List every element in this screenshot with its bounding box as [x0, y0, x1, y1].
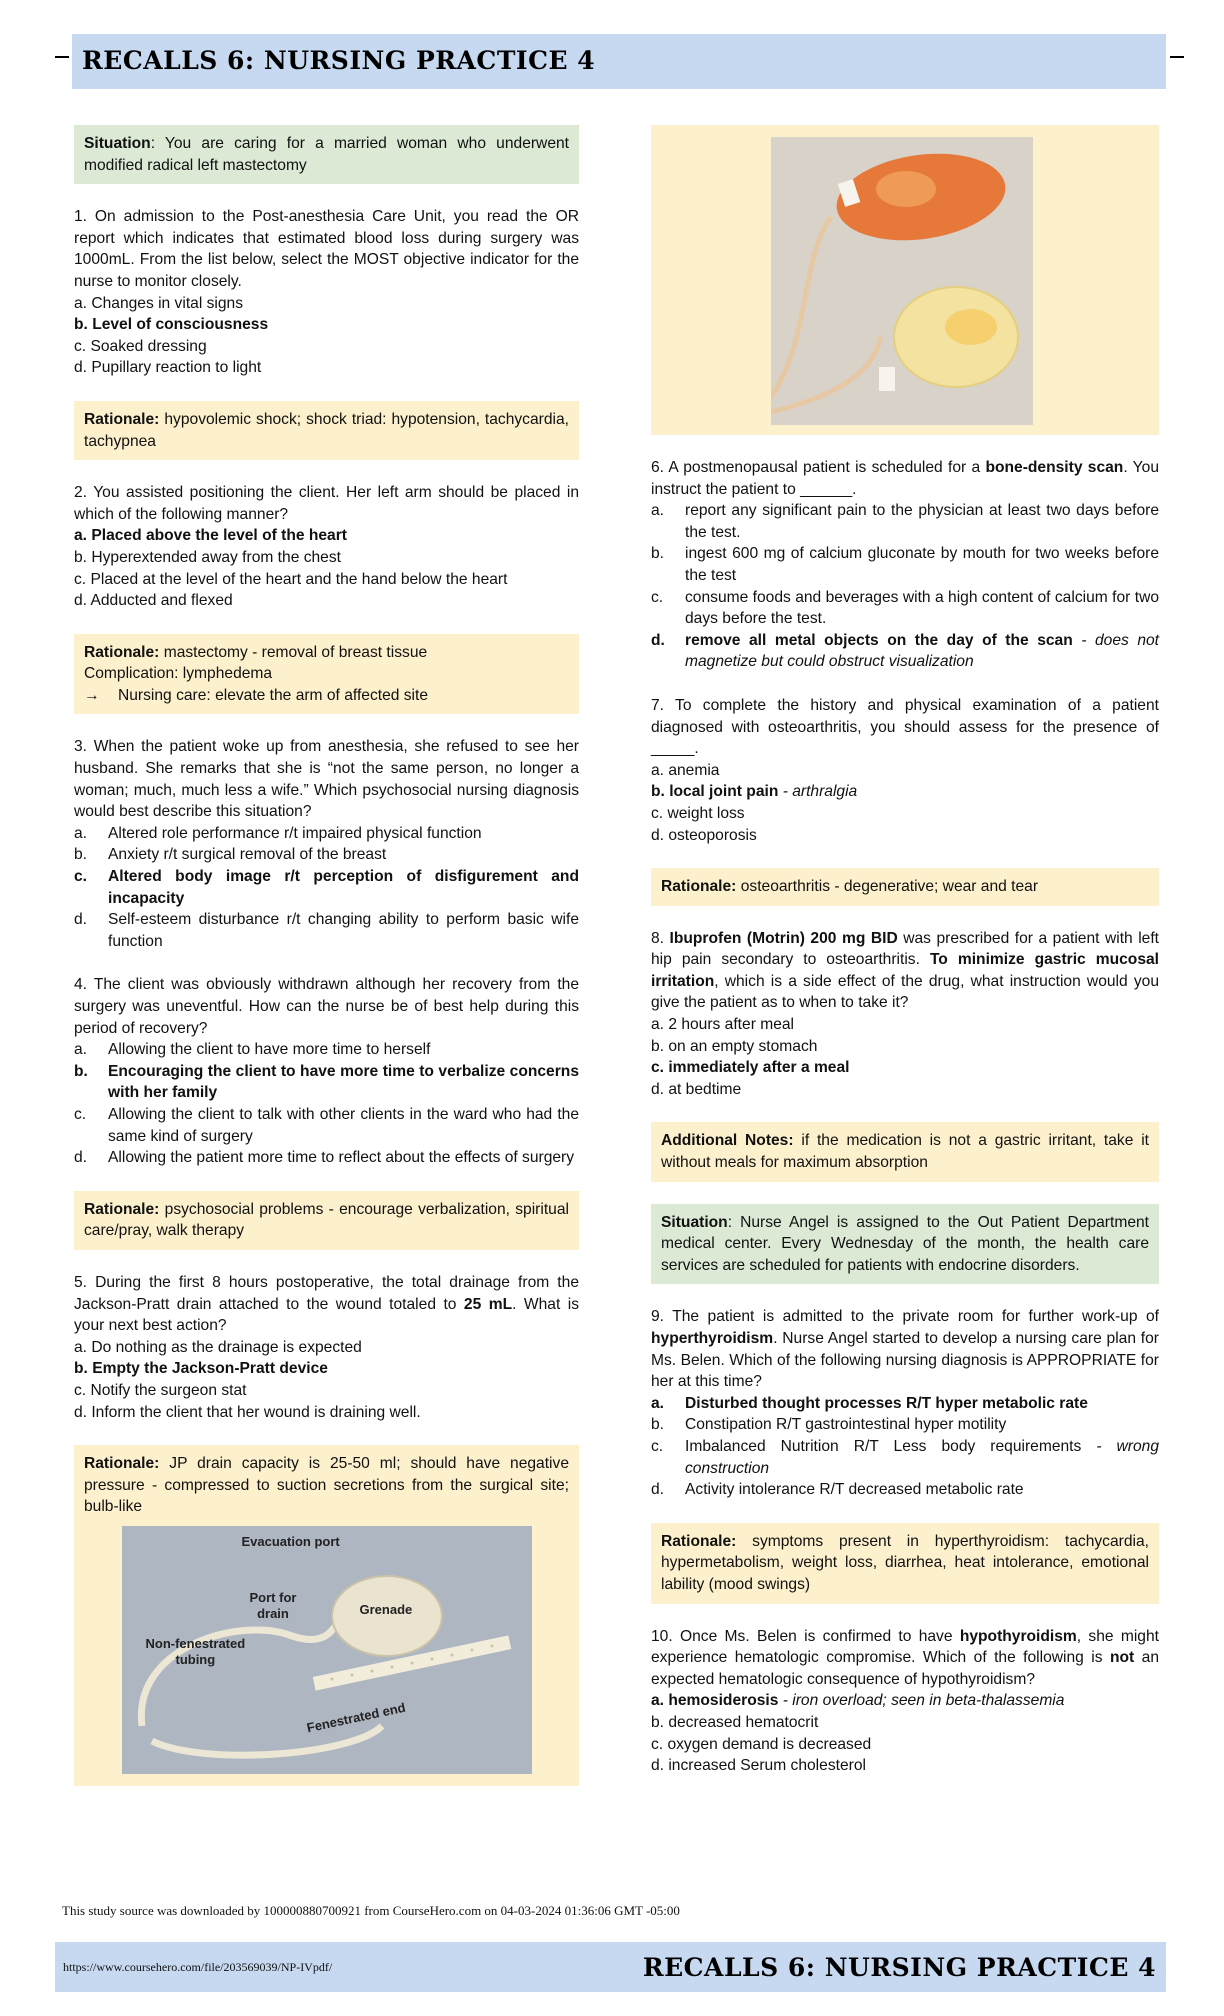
jp-drain-bulbs-photo — [771, 137, 1033, 425]
left-column — [74, 125, 579, 1786]
q5-option-a: a. Do nothing as the drainage is expected — [74, 1338, 362, 1356]
question-3 — [74, 736, 579, 952]
question-8: 8. Ibuprofen (Motrin) 200 mg BID was prescribed for a patient with left hip pain secondary to osteoarthritis. To minimize gastric mucosal irritation, which is a side effect of the drug, what instruction would you give the patient as to when to take it? a. 2 hours after meal b. on an empty stomach c. immediately after a meal d. at bedtime — [651, 928, 1159, 1101]
jackson-pratt-drain-image — [122, 1526, 532, 1774]
q5-option-c: c. Notify the surgeon stat — [74, 1381, 247, 1399]
question-5 — [74, 1272, 579, 1423]
question-4 — [74, 974, 579, 1168]
q1-stem: 1. On admission to the Post-anesthesia Care Unit, you read the OR report which indicates that estimated blood loss during surgery was 1000mL. From the list below, select the MOST objective indicator for the nurse to monitor closely. — [74, 208, 579, 290]
q4-option-a: a. Allowing the client to have more time to herself — [74, 1041, 431, 1059]
r4-label: Rationale: — [84, 1200, 160, 1218]
r5-text: JP drain capacity is 25-50 ml; should have negative pressure - compressed to suction secretions from the surgical site; bulb-like — [84, 1455, 569, 1516]
q2-option-b: b. Hyperextended away from the chest — [74, 548, 341, 566]
additional-notes-8 — [651, 1122, 1159, 1181]
q7-option-c: c. weight loss — [651, 804, 745, 822]
q5-stem: 5. During the first 8 hours postoperative, the total drainage from the Jackson-Pratt drain attached to the wound totaled to — [74, 1273, 579, 1313]
page-title: RECALLS 6: NURSING PRACTICE 4 — [82, 46, 596, 75]
rationale-1 — [74, 401, 579, 460]
rationale-7 — [651, 868, 1159, 906]
q5-stem-bold: 25 mL — [463, 1295, 513, 1313]
label-evacuation-port: Evacuation port — [241, 1533, 340, 1549]
q6-option-b: b. ingest 600 mg of calcium gluconate by mouth for two weeks before the test — [651, 545, 1159, 584]
arrow-icon: → — [84, 686, 100, 704]
q6-option-d: d. remove all metal objects on the day of the scan - does not magnetize but could obstruct visualization — [651, 631, 1159, 671]
q8-option-a: a. 2 hours after meal — [651, 1016, 795, 1034]
n8-label: Additional Notes: — [661, 1132, 794, 1150]
q9-option-d: d. Activity intolerance R/T decreased metabolic rate — [651, 1481, 1024, 1499]
q10-bold: hypothyroidism — [959, 1627, 1077, 1645]
r5-label: Rationale: — [84, 1455, 160, 1473]
n8-text: if the medication is not a gastric irritant, take it without meals for maximum absorption — [661, 1132, 1149, 1172]
r9-label: Rationale: — [661, 1532, 737, 1550]
q4-option-b: b. Encouraging the client to have more time to verbalize concerns with her family — [74, 1062, 579, 1102]
q1-option-a: a. Changes in vital signs — [74, 294, 244, 312]
page-footer — [55, 1942, 1166, 1992]
question-10: 10. Once Ms. Belen is confirmed to have hypothyroidism, she might experience hematologic compromise. Which of the following is not an expected hematologic consequence of hypothyroidism? a. hemosiderosis - iron overload; seen in beta-thalassemia b. decreased hematocrit c. oxygen demand is decreased d. increased Serum cholesterol — [651, 1626, 1159, 1777]
q10-option-d: d. increased Serum cholesterol — [651, 1757, 866, 1775]
q10-option-a: a. hemosiderosis - iron overload; seen in beta-thalassemia — [651, 1692, 1065, 1710]
q7-option-d: d. osteoporosis — [651, 826, 757, 844]
q2-option-d: d. Adducted and flexed — [74, 592, 233, 610]
q3-option-a: a. Altered role performance r/t impaired physical function — [74, 824, 482, 842]
q1-option-c: c. Soaked dressing — [74, 337, 207, 355]
q4-option-d: d. Allowing the patient more time to reflect about the effects of surgery — [74, 1149, 575, 1167]
q2-option-a: a. Placed above the level of the heart — [74, 527, 347, 545]
q8-drug: Ibuprofen (Motrin) 200 mg BID — [669, 929, 898, 947]
header-dash-left — [55, 56, 69, 58]
r4-text: psychosocial problems - encourage verbalization, spiritual care/pray, walk therapy — [84, 1200, 569, 1240]
question-2 — [74, 482, 579, 612]
download-source-note: This study source was downloaded by 100000880700921 from CourseHero.com on 04-03-2024 01:36:06 GMT -05:00 — [62, 1903, 680, 1918]
q10-option-b: b. decreased hematocrit — [651, 1713, 819, 1731]
q3-option-b: b. Anxiety r/t surgical removal of the breast — [74, 846, 387, 864]
q8-option-b: b. on an empty stomach — [651, 1037, 818, 1055]
q5-option-d: d. Inform the client that her wound is draining well. — [74, 1403, 421, 1421]
situation-box — [74, 125, 579, 184]
r1-text: hypovolemic shock; shock triad: hypotension, tachycardia, tachypnea — [84, 410, 569, 450]
footer-title: RECALLS 6: NURSING PRACTICE 4 — [642, 1953, 1156, 1982]
q1-option-b: b. Level of consciousness — [74, 316, 269, 334]
q8-bold: To minimize gastric mucosal irritation — [651, 951, 1160, 990]
situation-text: : You are caring for a married woman who underwent modified radical left mastectomy — [84, 135, 569, 174]
right-column — [651, 125, 1159, 1777]
situation2-label: Situation — [661, 1213, 728, 1231]
question-6 — [651, 457, 1159, 673]
q10-option-c: c. oxygen demand is decreased — [651, 1735, 872, 1753]
rationale-5 — [74, 1445, 579, 1786]
footer-url-link[interactable]: https://www.coursehero.com/file/203569039/NP-IVpdf/ — [63, 1960, 333, 1974]
label-grenade: Grenade — [359, 1601, 413, 1617]
q3-stem: 3. When the patient woke up from anesthesia, she refused to see her husband. She remarks that she is “not the same person, no longer a woman; much, much less a wife.” Which psychosocial nursing diagnosis would best describe this situation? — [74, 738, 579, 821]
label-port-for-drain: Port for drain — [249, 1589, 297, 1621]
q9-bold: hyperthyroidism — [651, 1330, 774, 1347]
r1-label: Rationale: — [84, 410, 160, 428]
q7-stem: 7. To complete the history and physical examination of a patient diagnosed with osteoarthritis, you should assess for the presence of _____. — [651, 696, 1159, 758]
situation-label: Situation — [84, 135, 151, 152]
r2-text: mastectomy - removal of breast tissue — [159, 643, 428, 661]
q3-option-c: c. Altered body image r/t perception of disfigurement and incapacity — [74, 868, 579, 907]
q3-option-d: d. Self-esteem disturbance r/t changing ability to perform basic wife function — [74, 911, 579, 950]
q8-option-d: d. at bedtime — [651, 1080, 742, 1098]
q9-option-c: c. Imbalanced Nutrition R/T Less body requirements - wrong construction — [651, 1437, 1159, 1477]
r2-label: Rationale: — [84, 643, 160, 661]
rationale-4 — [74, 1191, 579, 1250]
question-1 — [74, 206, 579, 379]
q4-option-c: c. Allowing the client to talk with other clients in the ward who had the same kind of surgery — [74, 1105, 579, 1145]
r2-line2: Complication: lymphedema — [84, 665, 273, 683]
q6-option-c: c. consume foods and beverages with a high content of calcium for two days before the test. — [651, 588, 1159, 628]
q6-stem-end: . You instruct the patient to ______. — [651, 459, 1159, 498]
question-9: 9. The patient is admitted to the private room for further work-up of hyperthyroidism. Nurse Angel started to develop a nursing care plan for Ms. Belen. Which of the following nursing diagnosis is APPROPRIATE for her at this time? a. Disturbed thought processes R/T hyper metabolic rate b. Constipation R/T gastrointestinal hyper motility c. Imbalanced Nutrition R/T Less body requirements - wrong construction d. Activity intolerance R/T decreased metabolic rate — [651, 1306, 1159, 1500]
label-non-fenestrated-tubing: Non-fenestrated tubing — [145, 1635, 246, 1667]
page-header — [72, 34, 1166, 89]
q5-option-b: b. Empty the Jackson-Pratt device — [74, 1360, 328, 1378]
situation2-text: : Nurse Angel is assigned to the Out Patient Department medical center. Every Wednesday of the month, the health care services are scheduled for patients with endocrine disorders. — [661, 1213, 1149, 1274]
drain-bulbs-drawing — [771, 137, 1033, 425]
q7-option-b: b. local joint pain - arthralgia — [651, 783, 858, 801]
r7-label: Rationale: — [661, 878, 737, 896]
rationale-9 — [651, 1523, 1159, 1604]
situation-box-2 — [651, 1204, 1159, 1285]
q8-option-c: c. immediately after a meal — [651, 1059, 850, 1077]
q2-option-c: c. Placed at the level of the heart and the hand below the heart — [74, 570, 508, 588]
q5-stem-end: . What is your next best action? — [74, 1295, 579, 1335]
rationale-2 — [74, 634, 579, 715]
r2-line3: Nursing care: elevate the arm of affected site — [118, 686, 429, 704]
q1-option-d: d. Pupillary reaction to light — [74, 359, 262, 377]
q2-stem: 2. You assisted positioning the client. Her left arm should be placed in which of the following manner? — [74, 484, 579, 523]
drain-photo-box — [651, 125, 1159, 435]
q4-stem: 4. The client was obviously withdrawn although her recovery from the surgery was uneventful. How can the nurse be of best help during this period of recovery? — [74, 976, 579, 1037]
r7-text: osteoarthritis - degenerative; wear and tear — [736, 878, 1039, 896]
q9-option-a: a. Disturbed thought processes R/T hyper metabolic rate — [651, 1394, 1088, 1412]
q6-stem: 6. A postmenopausal patient is scheduled for a — [651, 459, 986, 476]
r9-text: symptoms present in hyperthyroidism: tachycardia, hypermetabolism, weight loss, diarrhea, heat intolerance, emotional lability (mood swings) — [661, 1532, 1149, 1593]
label-fenestrated-end: Fenestrated end — [304, 1699, 407, 1736]
q6-option-a: a. report any significant pain to the physician at least two days before the test. — [651, 502, 1159, 541]
header-dash-right — [1170, 56, 1184, 58]
q9-option-b: b. Constipation R/T gastrointestinal hyper motility — [651, 1416, 1007, 1434]
q7-option-a: a. anemia — [651, 761, 720, 779]
q6-stem-bold: bone-density scan — [985, 459, 1124, 476]
question-7 — [651, 695, 1159, 846]
